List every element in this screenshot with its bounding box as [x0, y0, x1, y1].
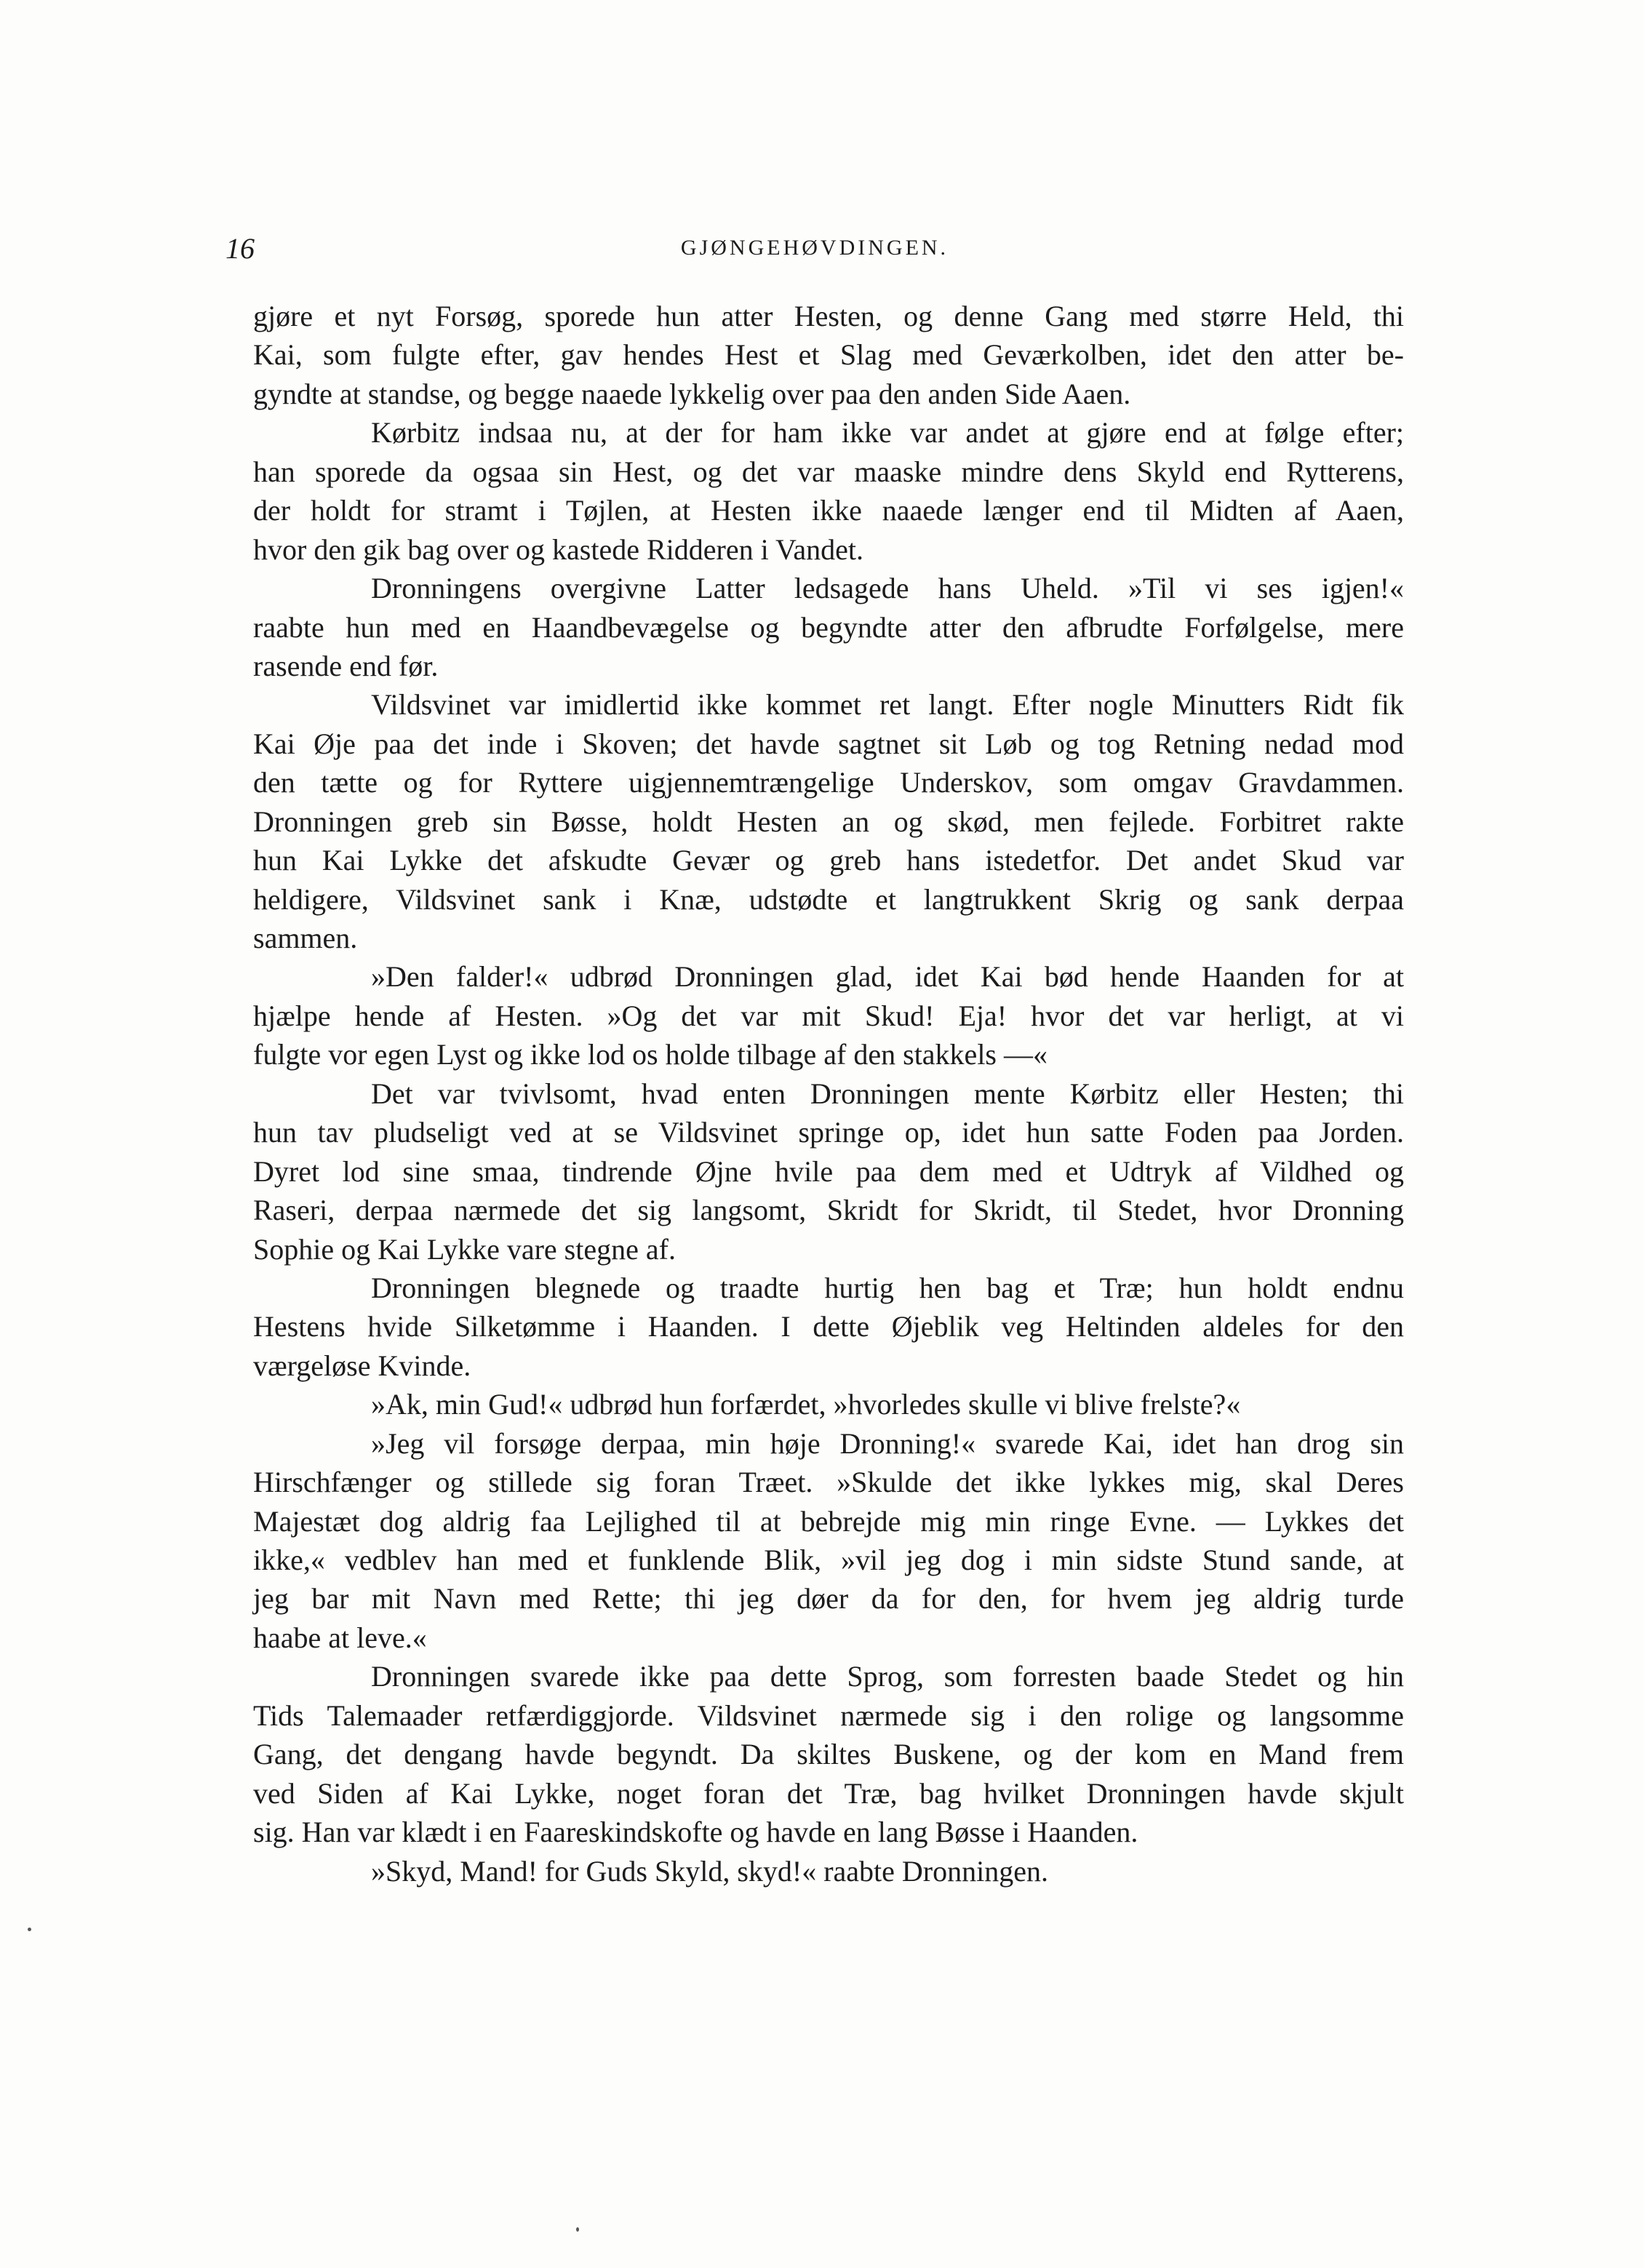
text-line: Kørbitz indsaa nu, at der for ham ikke var andet at gjøre end at følge efter;: [371, 416, 1404, 450]
text-line: Dronningen greb sin Bøsse, holdt Hesten an og skød, men fejlede. Forbitret rakte: [253, 804, 1404, 838]
text-line: »Jeg vil forsøge derpaa, min høje Dronning!« svarede Kai, idet han drog sin: [371, 1426, 1404, 1460]
text-line: Det var tvivlsomt, hvad enten Dronningen mente Kørbitz eller Hesten; thi: [371, 1077, 1404, 1110]
text-line: Dronningens overgivne Latter ledsagede hans Uheld. »Til vi ses igjen!«: [371, 572, 1404, 605]
text-line: Tids Talemaader retfærdiggjorde. Vildsvinet nærmede sig i den rolige og langsomme: [253, 1698, 1404, 1732]
text-line: hjælpe hende af Hesten. »Og det var mit Skud! Eja! hvor det var herligt, at vi: [253, 999, 1404, 1032]
text-line: ved Siden af Kai Lykke, noget foran det Træ, bag hvilket Dronningen havde skjult: [253, 1776, 1404, 1810]
text-line: Sophie og Kai Lykke vare stegne af.: [253, 1232, 676, 1266]
text-line: værgeløse Kvinde.: [253, 1349, 471, 1382]
text-line: Raseri, derpaa nærmede det sig langsomt, Skridt for Skridt, til Stedet, hvor Dronning: [253, 1194, 1404, 1227]
text-line: Gang, det dengang havde begyndt. Da skiltes Buskene, og der kom en Mand frem: [253, 1738, 1404, 1771]
text-line: heldigere, Vildsvinet sank i Knæ, udstødte et langtrukkent Skrig og sank derpaa: [253, 882, 1404, 916]
text-line: haabe at leve.«: [253, 1621, 427, 1654]
text-line: Vildsvinet var imidlertid ikke kommet ret langt. Efter nogle Minutters Ridt fik: [371, 688, 1404, 722]
text-line: Kai, som fulgte efter, gav hendes Hest et Slag med Geværkolben, idet den atter be-: [253, 338, 1404, 372]
text-line: sig. Han var klædt i en Faareskindskofte og havde en lang Bøsse i Haanden.: [253, 1816, 1138, 1849]
text-line: Kai Øje paa det inde i Skoven; det havde sagtnet sit Løb og tog Retning nedad mod: [253, 727, 1404, 760]
text-line: sammen.: [253, 922, 358, 954]
text-line: Hirschfænger og stillede sig foran Træet. »Skulde det ikke lykkes mig, skal Deres: [253, 1466, 1404, 1499]
text-line: rasende end før.: [253, 649, 439, 682]
text-line: den tætte og for Ryttere uigjennemtrængelige Underskov, som omgav Gravdammen.: [253, 766, 1404, 799]
text-line: raabte hun med en Haandbevægelse og begyndte atter den afbrudte Forfølgelse, mere: [253, 610, 1404, 644]
running-title: GJØNGEHØVDINGEN.: [680, 236, 949, 260]
text-line: »Skyd, Mand! for Guds Skyld, skyd!« raabte Dronningen.: [371, 1854, 1048, 1888]
text-line: Majestæt dog aldrig faa Lejlighed til at bebrejde mig min ringe Evne. — Lykkes det: [253, 1504, 1404, 1538]
text-line: hun Kai Lykke det afskudte Gevær og greb hans istedetfor. Det andet Skud var: [253, 844, 1404, 877]
text-line: ikke,« vedblev han med et funklende Blik, »vil jeg dog i min sidste Stund sande, at: [253, 1544, 1404, 1576]
text-line: der holdt for stramt i Tøjlen, at Hesten ikke naaede længer end til Midten af Aaen,: [253, 494, 1404, 527]
text-line: »Ak, min Gud!« udbrød hun forfærdet, »hvorledes skulle vi blive frelste?«: [371, 1388, 1241, 1421]
text-line: gjøre et nyt Forsøg, sporede hun atter Hesten, og denne Gang med større Held, thi: [253, 300, 1404, 332]
text-line: jeg bar mit Navn med Rette; thi jeg døer da for den, for hvem jeg aldrig turde: [253, 1582, 1404, 1616]
page-number: 16: [226, 232, 255, 265]
text-line: hun tav pludseligt ved at se Vildsvinet springe op, idet hun satte Foden paa Jorden.: [253, 1116, 1404, 1149]
text-line: Dyret lod sine smaa, tindrende Øjne hvile paa dem med et Udtryk af Vildhed og: [253, 1154, 1404, 1188]
text-line: fulgte vor egen Lyst og ikke lod os holde tilbage af den stakkels —«: [253, 1038, 1048, 1071]
print-speck: [576, 2227, 579, 2232]
print-speck: [28, 1928, 31, 1931]
text-line: Dronningen svarede ikke paa dette Sprog, som forresten baade Stedet og hin: [371, 1660, 1404, 1693]
text-line: »Den falder!« udbrød Dronningen glad, idet Kai bød hende Haanden for at: [371, 960, 1404, 994]
text-line: Dronningen blegnede og traadte hurtig hen bag et Træ; hun holdt endnu: [371, 1271, 1404, 1304]
text-line: hvor den gik bag over og kastede Ridderen i Vandet.: [253, 532, 864, 566]
page-header: [226, 231, 1404, 275]
text-line: han sporede da ogsaa sin Hest, og det var maaske mindre dens Skyld end Rytterens,: [253, 455, 1404, 488]
text-line: gyndte at standse, og begge naaede lykkelig over paa den anden Side Aaen.: [253, 377, 1131, 410]
text-line: Hestens hvide Silketømme i Haanden. I dette Øjeblik veg Heltinden aldeles for den: [253, 1310, 1404, 1343]
body-text: [253, 297, 1404, 1890]
